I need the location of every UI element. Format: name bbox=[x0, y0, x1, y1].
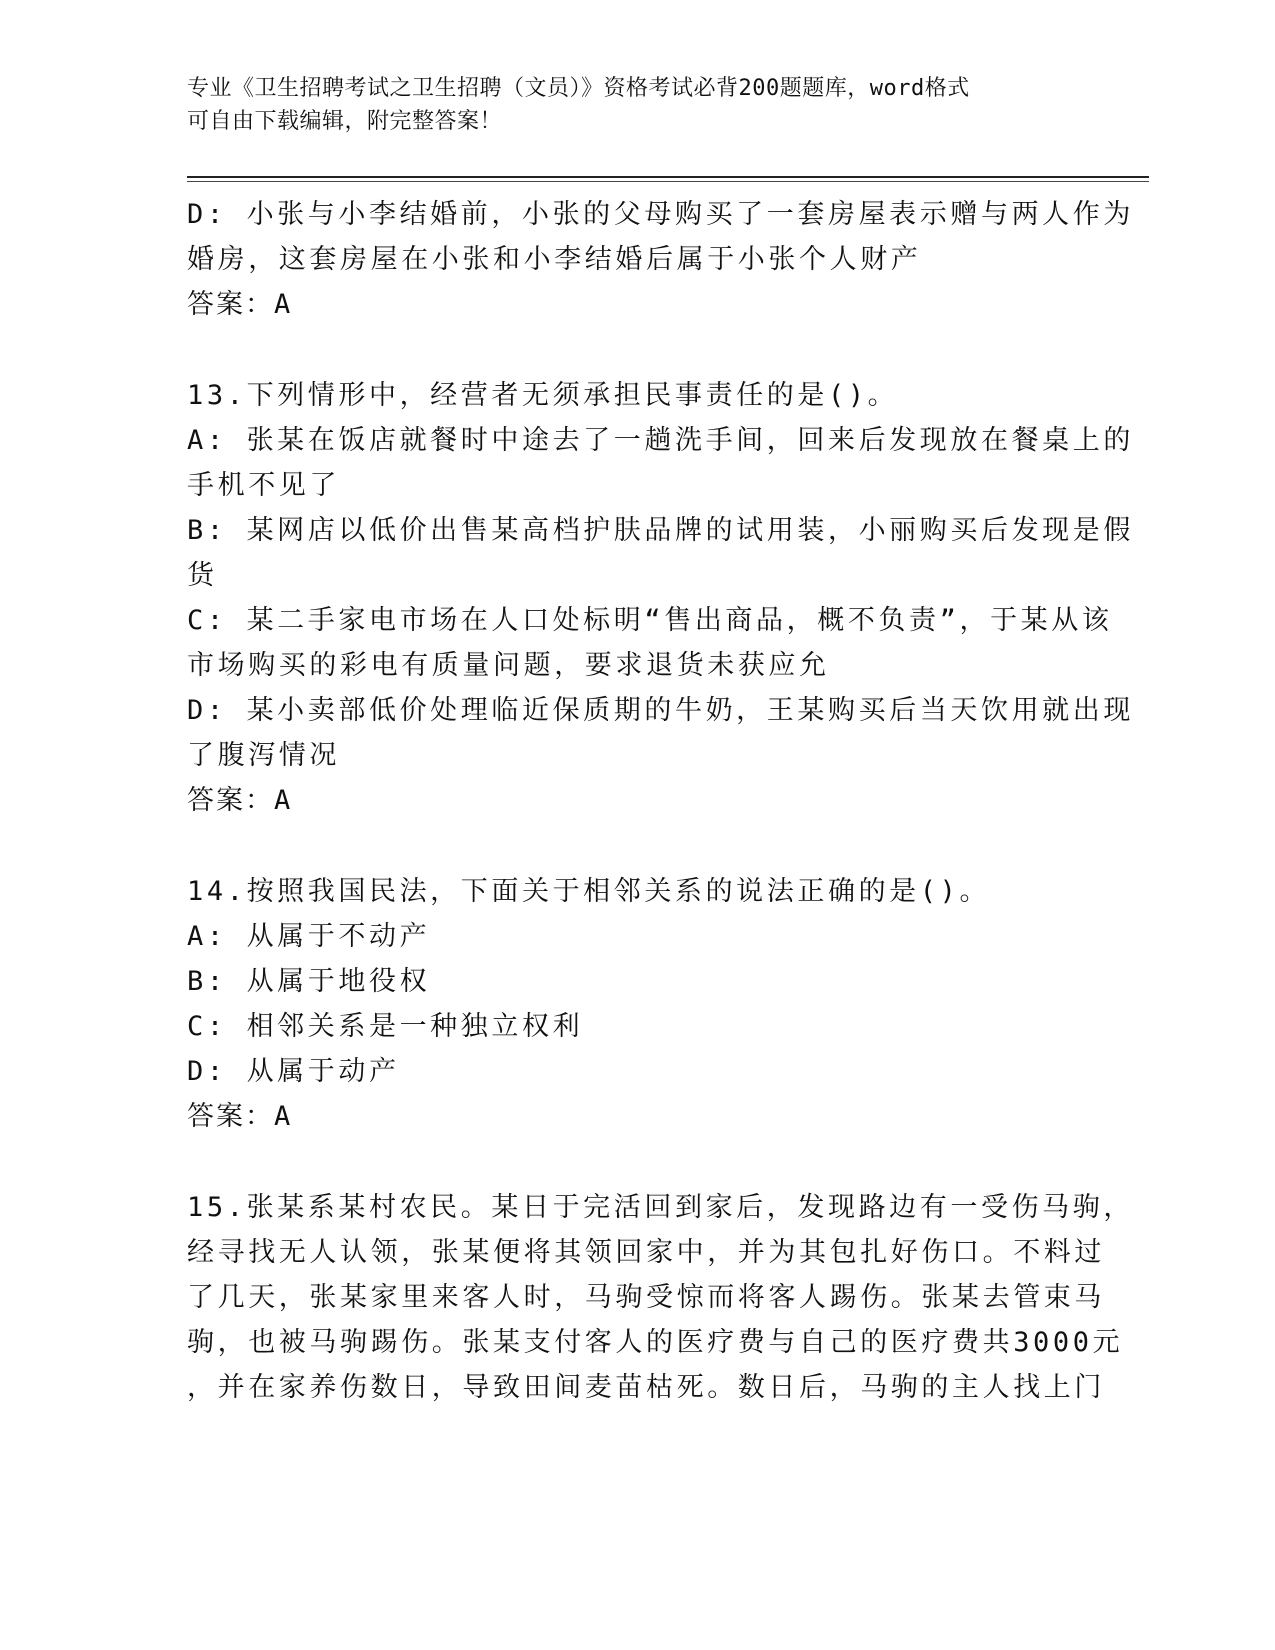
document-header bbox=[187, 72, 1067, 138]
question-block bbox=[187, 373, 1134, 823]
question-text-line: C: 相邻关系是一种独立权利 bbox=[187, 1011, 584, 1042]
question-text-line: C: 某二手家电市场在人口处标明“售出商品，概不负责”，于某从该 bbox=[187, 605, 1113, 636]
question-content bbox=[187, 192, 1134, 1410]
question-text-line: D: 小张与小李结婚前，小张的父母购买了一套房屋表示赠与两人作为 bbox=[187, 199, 1134, 230]
question-text-line: 手机不见了 bbox=[187, 470, 340, 501]
block-gap bbox=[187, 327, 1087, 373]
answer-line bbox=[187, 778, 1087, 823]
block-gap bbox=[187, 1139, 1087, 1185]
header-rule-thick bbox=[187, 176, 1149, 178]
answer-value: A bbox=[274, 289, 294, 320]
question-text-line: 婚房，这套房屋在小张和小李结婚后属于小张个人财产 bbox=[187, 244, 922, 275]
answer-label: 答案： bbox=[187, 289, 274, 320]
answer-label: 答案： bbox=[187, 785, 274, 816]
question-text-line: D: 从属于动产 bbox=[187, 1056, 400, 1087]
question-block bbox=[187, 192, 1134, 327]
question-text-line: 13.下列情形中，经营者无须承担民事责任的是()。 bbox=[187, 380, 899, 411]
question-text-line: 了几天，张某家里来客人时，马驹受惊而将客人踢伤。张某去管束马 bbox=[187, 1282, 1105, 1313]
question-text-line: 货 bbox=[187, 560, 218, 591]
question-text-line: A: 从属于不动产 bbox=[187, 921, 431, 952]
question-text-line: D: 某小卖部低价处理临近保质期的牛奶，王某购买后当天饮用就出现 bbox=[187, 695, 1134, 726]
header-line-2: 可自由下载编辑，附完整答案！ bbox=[187, 109, 503, 134]
question-text-line: 市场购买的彩电有质量问题，要求退货未获应允 bbox=[187, 650, 830, 681]
answer-value: A bbox=[274, 1101, 294, 1132]
header-line-1: 专业《卫生招聘考试之卫生招聘（文员）》资格考试必背200题题库，word格式 bbox=[187, 76, 970, 101]
answer-line bbox=[187, 282, 1087, 327]
question-text-line: 了腹泻情况 bbox=[187, 740, 340, 771]
answer-value: A bbox=[274, 785, 294, 816]
answer-line bbox=[187, 1094, 1087, 1139]
question-text-line: A: 张某在饭店就餐时中途去了一趟洗手间，回来后发现放在餐桌上的 bbox=[187, 425, 1134, 456]
question-text-line: 14.按照我国民法，下面关于相邻关系的说法正确的是()。 bbox=[187, 876, 991, 907]
question-text-line: 15.张某系某村农民。某日于完活回到家后，发现路边有一受伤马驹， bbox=[187, 1192, 1134, 1223]
question-block bbox=[187, 869, 1087, 1139]
question-text-line: ，并在家养伤数日，导致田间麦苗枯死。数日后，马驹的主人找上门 bbox=[187, 1372, 1105, 1403]
question-text-line: 经寻找无人认领，张某便将其领回家中，并为其包扎好伤口。不料过 bbox=[187, 1237, 1105, 1268]
question-block bbox=[187, 1185, 1134, 1410]
header-rule-thin bbox=[187, 181, 1149, 182]
answer-label: 答案： bbox=[187, 1101, 274, 1132]
question-text-line: B: 某网店以低价出售某高档护肤品牌的试用装，小丽购买后发现是假 bbox=[187, 515, 1134, 546]
question-text-line: 驹，也被马驹踢伤。张某支付客人的医疗费与自己的医疗费共3000元 bbox=[187, 1327, 1124, 1358]
block-gap bbox=[187, 823, 1087, 869]
question-text-line: B: 从属于地役权 bbox=[187, 966, 431, 997]
